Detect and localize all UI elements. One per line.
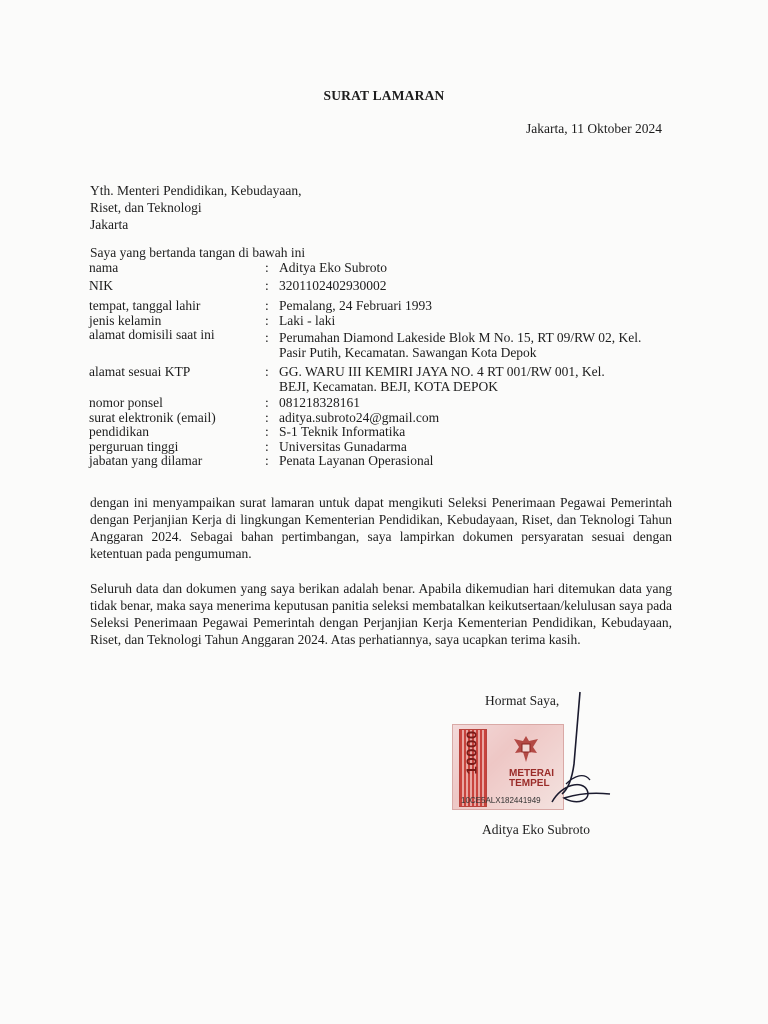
- field-label: perguruan tinggi: [89, 438, 179, 454]
- field-value: Pemalang, 24 Februari 1993: [279, 298, 432, 313]
- field-row-birth: tempat, tanggal lahir : Pemalang, 24 Februari 1993: [89, 299, 689, 314]
- field-value: Laki - laki: [279, 312, 336, 328]
- field-value: aditya.subroto24@gmail.com: [279, 409, 440, 425]
- field-value: Perumahan Diamond Lakeside Blok M No. 15, RT 09/RW 02, Kel.: [279, 330, 642, 345]
- field-row-position: jabatan yang dilamar : Penata Layanan Operasional: [89, 454, 689, 469]
- recipient-line: Jakarta: [90, 217, 129, 232]
- stamp-value: 10000: [463, 730, 481, 775]
- field-label: surat elektronik (email): [89, 409, 216, 425]
- recipient-line: Riset, dan Teknologi: [90, 200, 202, 215]
- stamp-serial: 10CE5ALX182441949: [461, 796, 541, 805]
- field-value: Penata Layanan Operasional: [279, 453, 434, 468]
- field-label: nama: [89, 260, 119, 275]
- field-value: 3201102402930002: [279, 277, 387, 293]
- field-label: jenis kelamin: [89, 312, 162, 328]
- intro-text: Saya yang bertanda tangan di bawah ini: [90, 245, 306, 260]
- field-label: jabatan yang dilamar: [89, 453, 203, 468]
- field-label: tempat, tanggal lahir: [89, 298, 201, 313]
- recipient-line: Yth. Menteri Pendidikan, Kebudayaan,: [90, 183, 302, 198]
- field-row-university: perguruan tinggi : Universitas Gunadarma: [89, 440, 689, 455]
- field-value: Universitas Gunadarma: [279, 438, 407, 454]
- field-row-gender: jenis kelamin : Laki - laki: [89, 314, 689, 329]
- handwritten-signature-icon: [492, 684, 612, 814]
- field-row-phone: nomor ponsel : 081218328161: [89, 396, 689, 411]
- field-value: S-1 Teknik Informatika: [279, 424, 406, 439]
- field-label: alamat domisili saat ini: [89, 327, 215, 342]
- field-label: alamat sesuai KTP: [89, 364, 191, 379]
- field-label: pendidikan: [89, 424, 149, 439]
- field-value: 081218328161: [279, 395, 360, 410]
- field-row-name: nama : Aditya Eko Subroto: [89, 261, 689, 276]
- field-row-ktp: alamat sesuai KTP : GG. WARU III KEMIRI JAYA NO. 4 RT 001/RW 001, Kel. BEJI, Kecamatan. BEJI, KOTA DEPOK: [89, 365, 689, 394]
- field-label: NIK: [89, 277, 113, 293]
- signature-block: [452, 724, 602, 820]
- applicant-fields: [89, 261, 689, 469]
- recipient-block: [90, 182, 301, 233]
- field-row-education: pendidikan : S-1 Teknik Informatika: [89, 425, 689, 440]
- signer-name: Aditya Eko Subroto: [482, 822, 590, 837]
- field-value: Aditya Eko Subroto: [279, 260, 387, 275]
- body-paragraph-1: dengan ini menyampaikan surat lamaran untuk dapat mengikuti Seleksi Penerimaan Pegawai Pemerintah dengan Perjanjian Kerja di lingkungan Kementerian Pendidikan, Kebudayaan, Riset, dan Teknologi Tahun Anggaran 2024. Sebagai bahan pertimbangan, saya lampirkan dokumen persyaratan sesuai dengan ketentuan pada pengumuman.: [90, 495, 672, 561]
- field-row-nik: NIK : 3201102402930002: [89, 279, 689, 294]
- field-value-cont: BEJI, Kecamatan. BEJI, KOTA DEPOK: [279, 378, 499, 394]
- field-value: GG. WARU III KEMIRI JAYA NO. 4 RT 001/RW 001, Kel.: [279, 364, 605, 379]
- letter-title: SURAT LAMARAN: [323, 88, 445, 103]
- stamp-label-line: METERAI: [509, 768, 554, 779]
- field-value-cont: Pasir Putih, Kecamatan. Sawangan Kota Depok: [279, 344, 537, 360]
- closing-salutation: Hormat Saya,: [485, 693, 560, 708]
- field-row-email: surat elektronik (email) : aditya.subroto24@gmail.com: [89, 411, 689, 426]
- stamp-label-line: TEMPEL: [509, 778, 550, 789]
- body-paragraph-2: Seluruh data dan dokumen yang saya berikan adalah benar. Apabila dikemudian hari ditemukan data yang tidak benar, maka saya menerima keputusan panitia seleksi membatalkan keikutsertaan/kelulusan saya pada Seleksi Penerimaan Pegawai Pemerintah dengan Perjanjian Kerja Kementerian Pendidikan, Kebudayaan, Riset, dan Teknologi Tahun Anggaran 2024. Atas perhatiannya, saya ucapkan terima kasih.: [90, 581, 672, 647]
- field-row-domicile: alamat domisili saat ini : Perumahan Diamond Lakeside Blok M No. 15, RT 09/RW 02, Kel. Pasir Putih, Kecamatan. Sawangan Kota Depok: [89, 328, 689, 360]
- field-label: nomor ponsel: [89, 395, 163, 410]
- letter-date: Jakarta, 11 Oktober 2024: [526, 121, 662, 136]
